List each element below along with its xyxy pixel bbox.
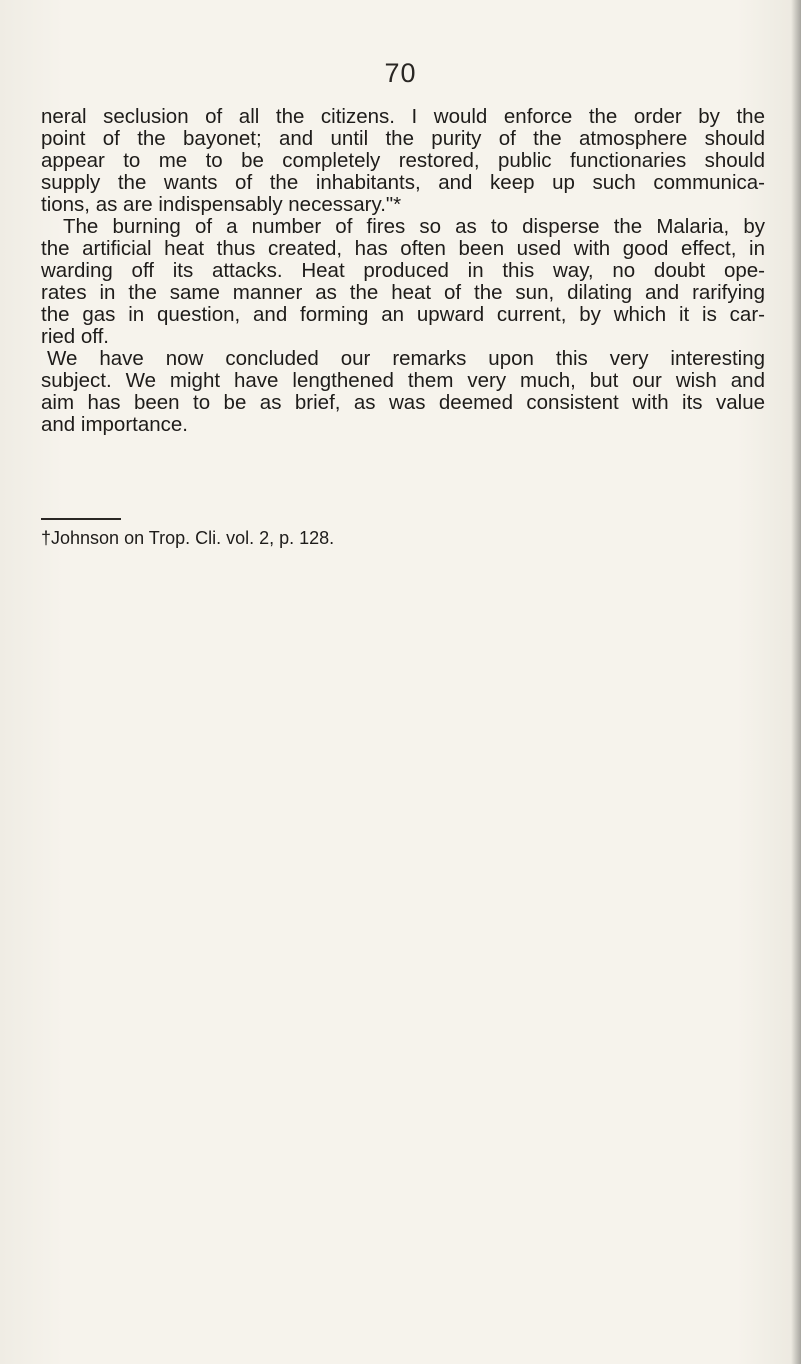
body-line: We have now concluded our remarks upon this very interesting (47, 347, 765, 370)
body-text (41, 106, 765, 436)
body-line: point of the bayonet; and until the purity of the atmosphere should (41, 127, 765, 150)
body-line: neral seclusion of all the citizens. I would enforce the order by the (41, 105, 765, 128)
body-line: the artificial heat thus created, has often been used with good effect, in (41, 237, 765, 260)
footnote-divider (41, 518, 121, 520)
body-line: the gas in question, and forming an upward current, by which it is car- (41, 303, 765, 326)
body-line: tions, as are indispensably necessary."* (41, 193, 402, 216)
footnote: †Johnson on Trop. Cli. vol. 2, p. 128. (41, 528, 335, 548)
body-line: warding off its attacks. Heat produced in this way, no doubt ope- (41, 259, 765, 282)
body-line: appear to me to be completely restored, public functionaries should (41, 149, 765, 172)
body-line: The burning of a number of fires so as to disperse the Malaria, by (63, 215, 765, 238)
body-line: ried off. (41, 325, 109, 348)
page-number: 70 (384, 58, 417, 88)
body-line: and importance. (41, 413, 189, 436)
page-edge-shadow (791, 0, 801, 1364)
body-line: rates in the same manner as the heat of the sun, dilating and rarifying (41, 281, 765, 304)
body-line: aim has been to be as brief, as was deemed consistent with its value (41, 391, 765, 414)
body-line: supply the wants of the inhabitants, and keep up such communica- (41, 171, 765, 194)
body-line: subject. We might have lengthened them very much, but our wish and (41, 369, 765, 392)
